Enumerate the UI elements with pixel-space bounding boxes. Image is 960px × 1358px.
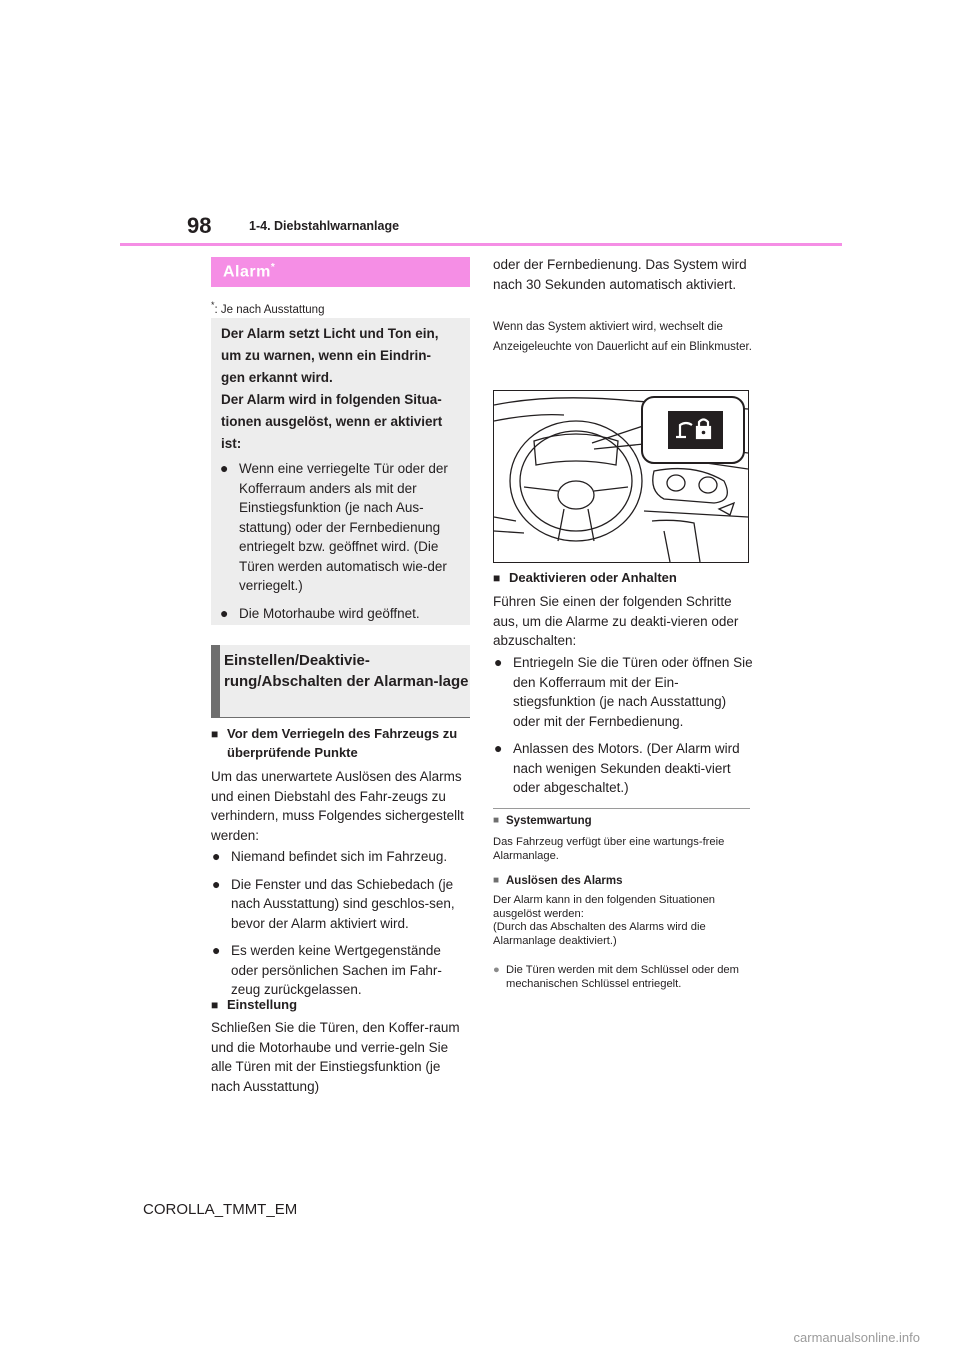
trigger-text-line: (Durch das Abschalten des Alarms wird die Alarmanlage deaktiviert.) [493,921,706,947]
intro-line: gen erkannt wird. [221,370,333,385]
setting-text-continued: oder der Fernbedienung. Das System wird nach 30 Sekunden automatisch aktiviert. [493,257,747,292]
footnote-mark: * [211,300,215,310]
trigger-text-line: Der Alarm kann in den folgenden Situationen ausgelöst werden: [493,894,716,920]
dashboard-illustration [493,390,749,563]
intro-bullets [219,459,464,631]
intro-text [221,323,466,455]
trigger-bullet: ● Die Türen werden mit dem Schlüssel oder dem mechanischen Schlüssel entriegelt. [493,964,739,990]
alarm-heading-mark: * [270,262,276,273]
bullet-icon: ● [220,460,229,476]
bullet-icon: ● [494,740,503,756]
square-icon: ■ [493,571,501,585]
intro-line: um zu warnen, wenn ein Eindrin- [221,348,432,363]
bullet-icon: ● [212,875,221,892]
section-title: 1-4. Diebstahlwarnanlage [249,219,400,233]
bullet-icon: ● [493,964,500,976]
footnote-text: : Je nach Ausstattung [214,303,325,316]
intro-line: ist: [221,436,242,451]
watermark: carmanualsonline.info [793,1330,920,1345]
bullet-icon: ● [212,942,221,958]
maintenance-text: Das Fahrzeug verfügt über eine wartungs-freie Alarmanlage. [493,836,725,862]
square-icon: ■ [493,875,500,886]
square-icon: ■ [211,998,219,1012]
list-item: ● Wenn eine verriegelte Tür oder der Kofferraum anders als mit der Einstiegsfunktion (je nach Aus-stattung) oder der Fernbedienung entriegelt bzw. geöffnet wird. (Die Türen werden automatisch wie-der verriegelt.) [220,460,448,593]
intro-box [211,318,470,625]
list-item: ● Die Fenster und das Schiebedach (je nach Ausstattung) sind geschlos-sen, bevor der Alarm aktiviert wird. [212,875,455,931]
maintenance-heading: ■ Systemwartung [493,815,592,827]
footnote [211,300,324,316]
list-item: ● Niemand befindet sich im Fahrzeug. [211,847,471,867]
setup-heading: Einstellen/Deaktivie-rung/Abschalten der Alarman-lage [211,645,470,718]
before-lock-text: Um das unerwartete Auslösen des Alarms und einen Diebstahl des Fahr-zeugs zu verhindern, muss Folgendes sichergestellt werden: [211,769,464,843]
deactivate-heading: ■ Deaktivieren oder Anhalten [493,569,753,588]
dashboard-drawing [494,391,748,562]
notes-divider [493,808,750,809]
setting-text: Schließen Sie die Türen, den Koffer-raum und die Motorhaube und verrie-geln Sie alle Türen mit der Einstiegsfunktion (je nach Ausstattung) [211,1020,460,1094]
intro-line: Der Alarm setzt Licht und Ton ein, [221,326,439,341]
intro-line: Der Alarm wird in folgenden Situa- [221,392,442,407]
intro-line: tionen ausgelöst, wenn er aktiviert [221,414,443,429]
list-item: ● Es werden keine Wertgegenstände oder persönlichen Sachen im Fahr-zeug zurückgelassen. [212,942,442,997]
header-rule [120,243,842,246]
deactivate-bullets [493,653,753,806]
deactivate-text: Führen Sie einen der folgenden Schritte aus, um die Alarme zu deakti-vieren oder abzuschalten: [493,594,739,648]
trigger-heading: ■ Auslösen des Alarms [493,875,623,887]
square-icon: ■ [493,815,500,826]
trigger-text [493,894,753,948]
list-item: ● Entriegeln Sie die Türen oder öffnen Sie den Kofferraum mit der Ein-stiegsfunktion (je nach Ausstattung) oder mit der Fernbedienung. [494,654,753,729]
bullet-icon: ● [212,848,221,864]
doc-code: COROLLA_TMMT_EM [143,1201,298,1218]
before-lock-bullets [211,847,471,1008]
indicator-text: Wenn das System aktiviert wird, wechselt die Anzeigeleuchte von Dauerlicht auf ein Blinkmuster. [493,321,752,353]
before-lock-heading: ■ Vor dem Verriegeln des Fahrzeugs zu überprüfende Punkte [211,726,458,760]
list-item: ● Die Motorhaube wird geöffnet. [219,604,464,624]
bullet-icon: ● [494,654,503,670]
alarm-heading-text: Alarm [223,263,271,281]
alarm-heading [211,257,470,287]
bullet-icon: ● [220,604,229,621]
page-number: 98 [187,213,212,238]
setting-heading: ■ Einstellung [211,996,471,1015]
list-item: ● Anlassen des Motors. (Der Alarm wird nach wenigen Sekunden deakti-viert oder abgeschaltet.) [494,740,740,795]
square-icon: ■ [211,727,219,741]
